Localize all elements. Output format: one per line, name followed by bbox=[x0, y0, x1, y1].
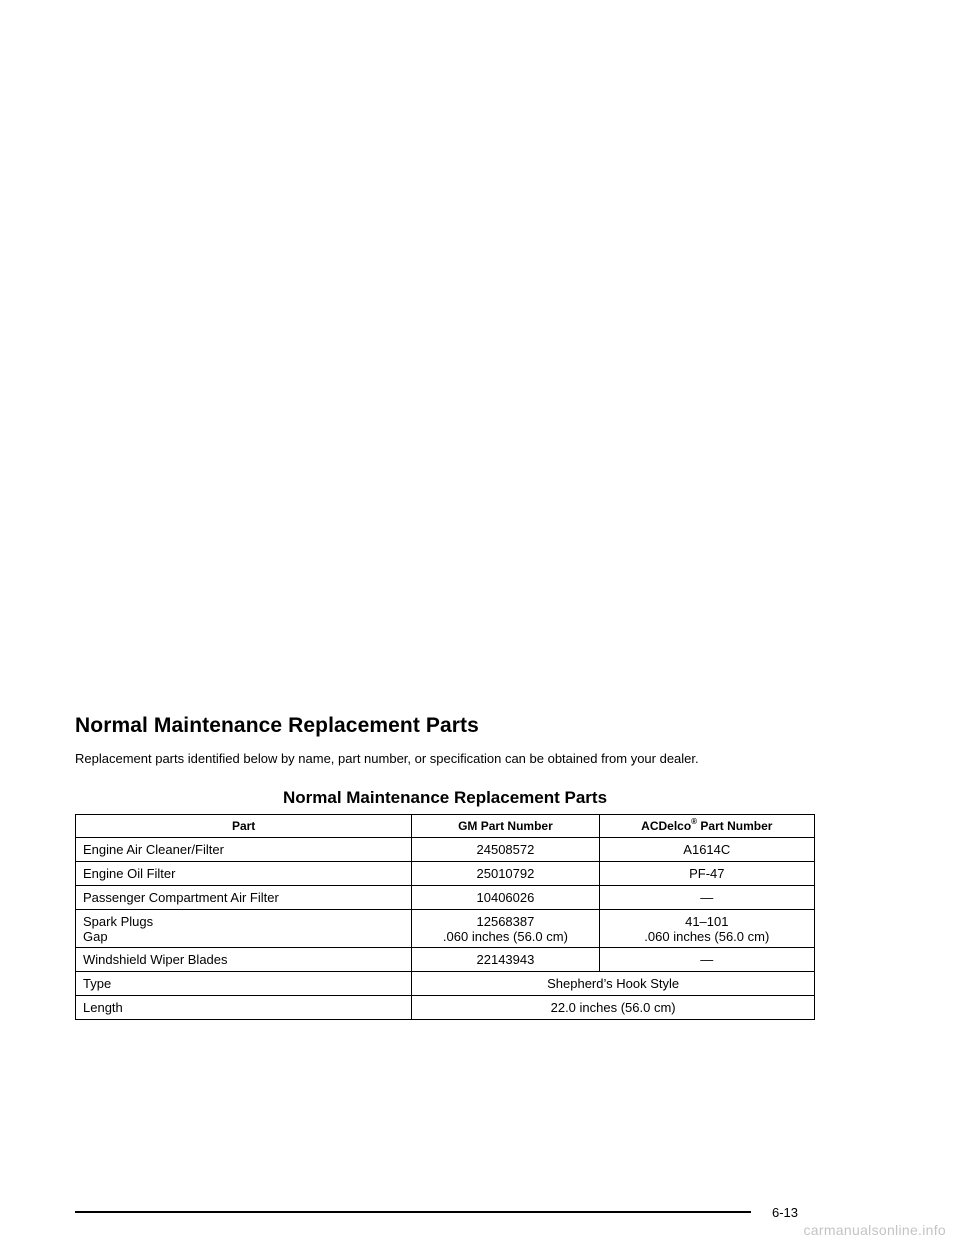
header-acdelco-part-number bbox=[599, 815, 814, 838]
cell-merged: 22.0 inches (56.0 cm) bbox=[412, 996, 815, 1020]
cell-part bbox=[76, 910, 412, 948]
page-number: 6-13 bbox=[772, 1205, 799, 1220]
replacement-parts-table bbox=[75, 814, 815, 1020]
cell-part: Windshield Wiper Blades bbox=[76, 948, 412, 972]
table-row bbox=[76, 886, 815, 910]
cell-line: .060 inches (56.0 cm) bbox=[644, 928, 770, 944]
cell-part: Passenger Compartment Air Filter bbox=[76, 886, 412, 910]
intro-paragraph: Replacement parts identified below by name, part number, or specification can be obtained from your dealer. bbox=[75, 751, 699, 766]
section-heading: Normal Maintenance Replacement Parts bbox=[75, 714, 479, 737]
table-header-row bbox=[76, 815, 815, 838]
table-row bbox=[76, 910, 815, 948]
acdelco-header-suffix: Part Number bbox=[697, 818, 773, 833]
table-row bbox=[76, 948, 815, 972]
registered-mark: ® bbox=[691, 816, 698, 826]
cell-gm: 22143943 bbox=[412, 948, 599, 972]
cell-gm bbox=[412, 910, 599, 948]
cell-line: Gap bbox=[83, 928, 108, 944]
cell-line: 41–101 bbox=[685, 913, 729, 929]
footer-rule bbox=[75, 1211, 751, 1213]
cell-line: Spark Plugs bbox=[83, 913, 154, 929]
cell-line: 12568387 bbox=[476, 913, 535, 929]
cell-gm: 24508572 bbox=[412, 838, 599, 862]
cell-acdelco: A1614C bbox=[599, 838, 814, 862]
cell-part: Length bbox=[76, 996, 412, 1020]
table-row bbox=[76, 996, 815, 1020]
header-gm-part-number: GM Part Number bbox=[412, 815, 599, 838]
cell-acdelco: — bbox=[599, 886, 814, 910]
cell-acdelco: PF-47 bbox=[599, 862, 814, 886]
acdelco-brand: ACDelco bbox=[641, 818, 692, 833]
cell-gm: 25010792 bbox=[412, 862, 599, 886]
cell-gm: 10406026 bbox=[412, 886, 599, 910]
cell-part: Engine Air Cleaner/Filter bbox=[76, 838, 412, 862]
table-row bbox=[76, 862, 815, 886]
table-row bbox=[76, 838, 815, 862]
cell-acdelco bbox=[599, 910, 814, 948]
cell-merged: Shepherd’s Hook Style bbox=[412, 972, 815, 996]
watermark: carmanualsonline.info bbox=[803, 1222, 946, 1238]
cell-acdelco: — bbox=[599, 948, 814, 972]
cell-part: Engine Oil Filter bbox=[76, 862, 412, 886]
table-row bbox=[76, 972, 815, 996]
table-title: Normal Maintenance Replacement Parts bbox=[282, 788, 608, 807]
cell-part: Type bbox=[76, 972, 412, 996]
header-part: Part bbox=[76, 815, 412, 838]
cell-line: .060 inches (56.0 cm) bbox=[442, 928, 568, 944]
